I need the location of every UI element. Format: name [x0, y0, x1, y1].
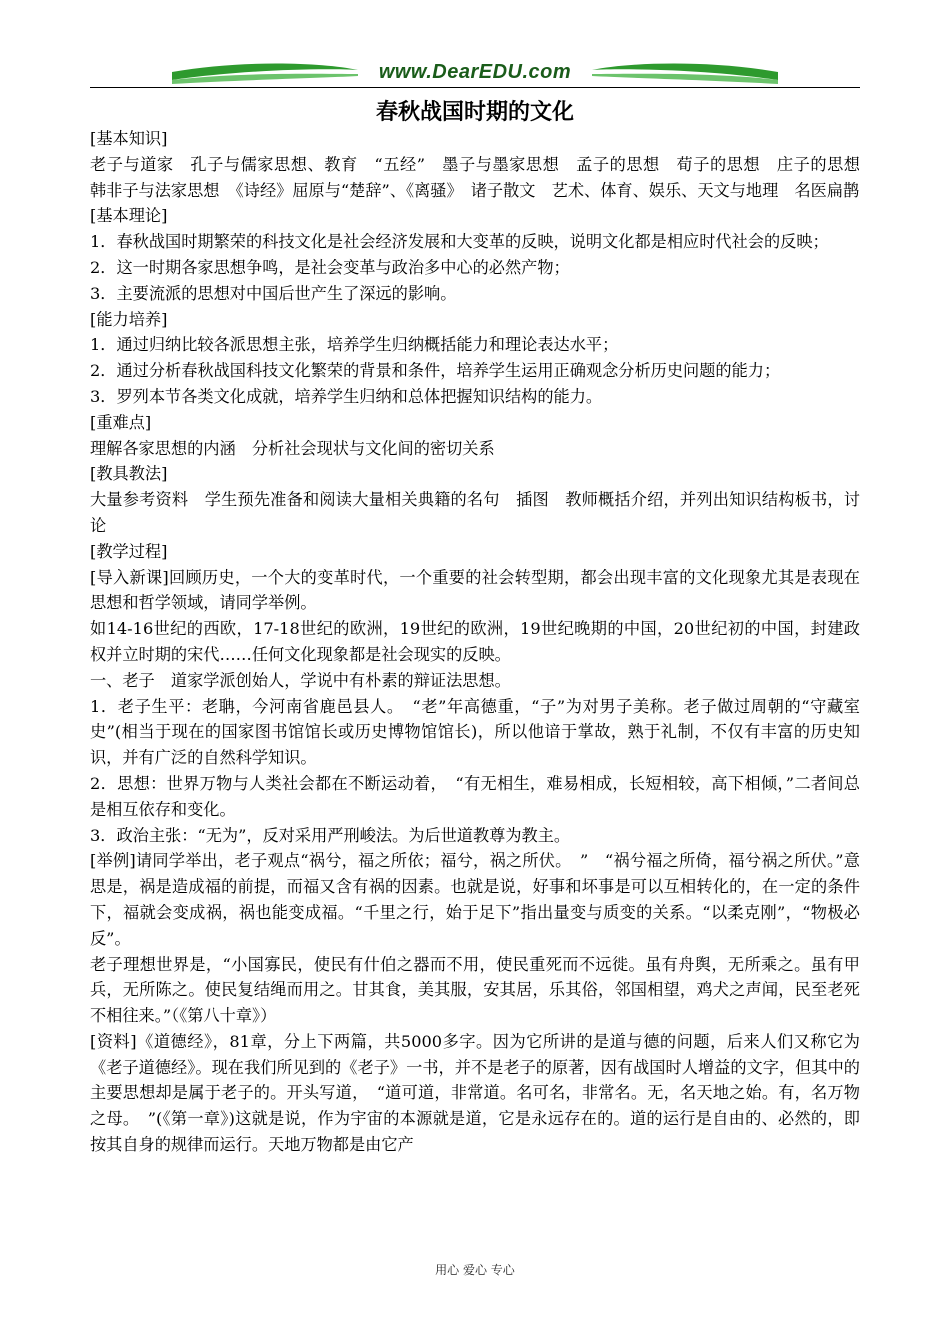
paragraph: 大量参考资料 学生预先准备和阅读大量相关典籍的名句 插图 教师概括介绍，并列出知识结构板书，讨论 [90, 490, 860, 535]
paragraph: 1．老子生平：老聃，今河南省鹿邑县人。 “老”年高德重，“子”为对男子美称。老子做过周朝的“守藏室史”(相当于现在的国家图书馆馆长或历史博物馆馆长)，所以他谙于掌故，熟于礼制，不仅有丰富的历史知识，并有广泛的自然科学知识。 [90, 696, 860, 768]
paragraph: 3．政治主张：“无为”，反对采用严刑峻法。为后世道教尊为教主。 [90, 825, 571, 845]
paragraph: [能力培养] [90, 309, 168, 329]
paragraph: [基本知识] [90, 129, 168, 148]
paragraph: 1．春秋战国时期繁荣的科技文化是社会经济发展和大变革的反映，说明文化都是相应时代社会的反映； [90, 232, 829, 252]
document-body [90, 126, 877, 1158]
page-header [90, 58, 860, 88]
paragraph: [资料]《道德经》，81章，分上下两篇，共5000多字。因为它所讲的是道与德的问题，后来人们又称它为《老子道德经》。现在我们所见到的《老子》一书，并不是老子的原著，因有战国时人增益的文字，但其中的主要思想却是属于老子的。开头写道， “道可道，非常道。名可名，非常名。无，名天地之始。有，名万物之母。 ”(《第一章》)这就是说，作为宇宙的本源就是道，它是永远存在的。道的运行是自由的、必然的，即按其自身的规律而运行。天地万物都是由它产 [90, 1031, 860, 1155]
paragraph: [基本理论] [90, 206, 168, 226]
paragraph: 2．这一时期各家思想争鸣，是社会变革与政治多中心的必然产物； [90, 257, 570, 277]
paragraph: 如14-16世纪的西欧，17-18世纪的欧洲，19世纪的欧洲，19世纪晚期的中国，20世纪初的中国，封建政权并立时期的宋代……任何文化现象都是社会现实的反映。 [90, 619, 860, 664]
paragraph: 3．主要流派的思想对中国后世产生了深远的影响。 [90, 283, 457, 303]
page-title: 春秋战国时期的文化 [375, 99, 574, 125]
paragraph: 2．思想：世界万物与人类社会都在不断运动着， “有无相生，难易相成，长短相较，高下相倾，”二者间总是相互依存和变化。 [90, 773, 860, 819]
paragraph: 老子与道家 孔子与儒家思想、教育 “五经” 墨子与墨家思想 孟子的思想 荀子的思想 庄子的思想 韩非子与法家思想 《诗经》屈原与“楚辞”、《离骚》 诸子散文 艺术、体育、娱乐、天文与地理 名医扁鹊 [90, 154, 877, 200]
site-logo-text[interactable]: www.DearEDU.com [378, 61, 572, 83]
paragraph: [导入新课]回顾历史，一个大的变革时代，一个重要的社会转型期，都会出现丰富的文化现象尤其是表现在思想和哲学领域，请同学举例。 [90, 567, 860, 613]
paragraph: 理解各家思想的内涵 分析社会现状与文化间的密切关系 [90, 438, 495, 458]
paragraph: 老子理想世界是，“小国寡民，使民有什伯之器而不用，使民重死而不远徙。虽有舟舆，无所乘之。虽有甲兵，无所陈之。使民复结绳而用之。甘其食，美其服，安其居，乐其俗，邻国相望，鸡犬之声闻，民至老死不相往来。”（《第八十章》） [90, 954, 860, 1026]
paragraph: 2．通过分析春秋战国科技文化繁荣的背景和条件，培养学生运用正确观念分析历史问题的能力； [90, 361, 781, 381]
paragraph: [重难点] [90, 412, 152, 432]
paragraph: [举例]请同学举出，老子观点“祸兮，福之所依；福兮，祸之所伏。 ” “祸兮福之所倚，福兮祸之所伏。”意思是，祸是造成福的前提，而福又含有祸的因素。也就是说，好事和坏事是可以互相转化的，在一定的条件下，福就会变成祸，祸也能变成福。“千里之行，始于足下”指出量变与质变的关系。“以柔克刚”，“物极必反”。 [90, 851, 860, 948]
paragraph: 1．通过归纳比较各派思想主张，培养学生归纳概括能力和理论表达水平； [90, 335, 619, 355]
header-divider [90, 87, 860, 88]
paragraph: 一、老子 道家学派创始人，学说中有朴素的辩证法思想。 [90, 670, 511, 690]
page-footer: 用心 爱心 专心 [435, 1263, 515, 1277]
paragraph: [教具教法] [90, 464, 168, 484]
paragraph: 3．罗列本节各类文化成就，培养学生归纳和总体把握知识结构的能力。 [90, 386, 603, 406]
paragraph: [教学过程] [90, 541, 168, 561]
